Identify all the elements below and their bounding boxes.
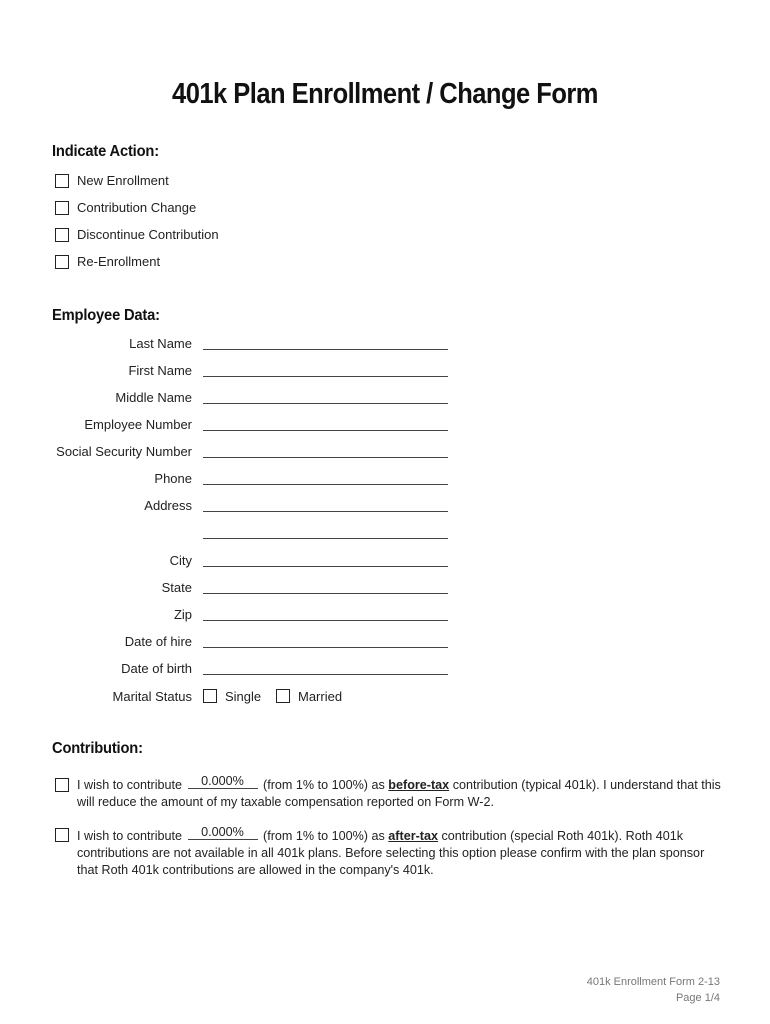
contribution-change-checkbox[interactable] [55, 201, 69, 215]
indicate-action-heading: Indicate Action: [52, 143, 159, 160]
contribution-change-label: Contribution Change [77, 200, 197, 215]
state-label: State [161, 580, 192, 595]
city-field[interactable] [203, 566, 448, 567]
re-enrollment-label: Re-Enrollment [77, 254, 161, 269]
discontinue-contribution-label: Discontinue Contribution [77, 227, 219, 242]
contribution-heading: Contribution: [52, 740, 143, 757]
after-tax-checkbox[interactable] [55, 828, 69, 842]
date-of-hire-field[interactable] [203, 647, 448, 648]
new-enrollment-checkbox[interactable] [55, 174, 69, 188]
employee-number-field[interactable] [203, 430, 448, 431]
state-field[interactable] [203, 593, 448, 594]
last-name-label: Last Name [129, 336, 192, 351]
address-field-line-2[interactable] [203, 538, 448, 539]
footer-form-id: 401k Enrollment Form 2-13 [586, 976, 720, 988]
ssn-label: Social Security Number [56, 444, 192, 459]
after-tax-emphasis: after-tax [388, 829, 438, 843]
ssn-field[interactable] [203, 457, 448, 458]
phone-label: Phone [154, 471, 192, 486]
before-tax-checkbox[interactable] [55, 778, 69, 792]
after-tax-mid: (from 1% to 100%) as [263, 829, 385, 843]
before-tax-paragraph [77, 774, 727, 811]
date-of-birth-label: Date of birth [121, 661, 192, 676]
before-tax-suffix: contribution (typical 401k). I understand that this will reduce the amount of my taxable compensation reported on Form W-2. [77, 778, 721, 809]
re-enrollment-checkbox[interactable] [55, 255, 69, 269]
employee-data-heading: Employee Data: [52, 307, 160, 324]
date-of-hire-label: Date of hire [124, 634, 192, 649]
after-tax-suffix: contribution (special Roth 401k). Roth 401k contributions are not available in all 401k plans. Before selecting this option please confirm with the plan sponsor that Roth 401k contributions are allowed in the company's 401k. [77, 829, 705, 877]
single-checkbox[interactable] [203, 689, 217, 703]
discontinue-contribution-checkbox[interactable] [55, 228, 69, 242]
zip-field[interactable] [203, 620, 448, 621]
after-tax-paragraph [77, 825, 727, 879]
zip-label: Zip [173, 607, 192, 622]
first-name-field[interactable] [203, 376, 448, 377]
date-of-birth-field[interactable] [203, 674, 448, 675]
before-tax-mid: (from 1% to 100%) as [263, 778, 385, 792]
phone-field[interactable] [203, 484, 448, 485]
first-name-label: First Name [128, 363, 192, 378]
before-tax-percent-input[interactable]: 0.000% [188, 775, 258, 789]
middle-name-field[interactable] [203, 403, 448, 404]
page-title: 401k Plan Enrollment / Change Form [172, 78, 598, 110]
after-tax-percent-input[interactable]: 0.000% [188, 826, 258, 840]
before-tax-prefix: I wish to contribute [77, 778, 182, 792]
address-label: Address [144, 498, 192, 513]
middle-name-label: Middle Name [115, 390, 192, 405]
married-checkbox[interactable] [276, 689, 290, 703]
last-name-field[interactable] [203, 349, 448, 350]
married-label: Married [298, 689, 343, 704]
footer-page-number: Page 1/4 [675, 992, 720, 1004]
marital-status-label: Marital Status [112, 689, 192, 704]
new-enrollment-label: New Enrollment [77, 173, 169, 188]
before-tax-emphasis: before-tax [388, 778, 450, 792]
address-field-line-1[interactable] [203, 511, 448, 512]
employee-number-label: Employee Number [84, 417, 192, 432]
city-label: City [169, 553, 192, 568]
single-label: Single [225, 689, 262, 704]
after-tax-prefix: I wish to contribute [77, 829, 182, 843]
